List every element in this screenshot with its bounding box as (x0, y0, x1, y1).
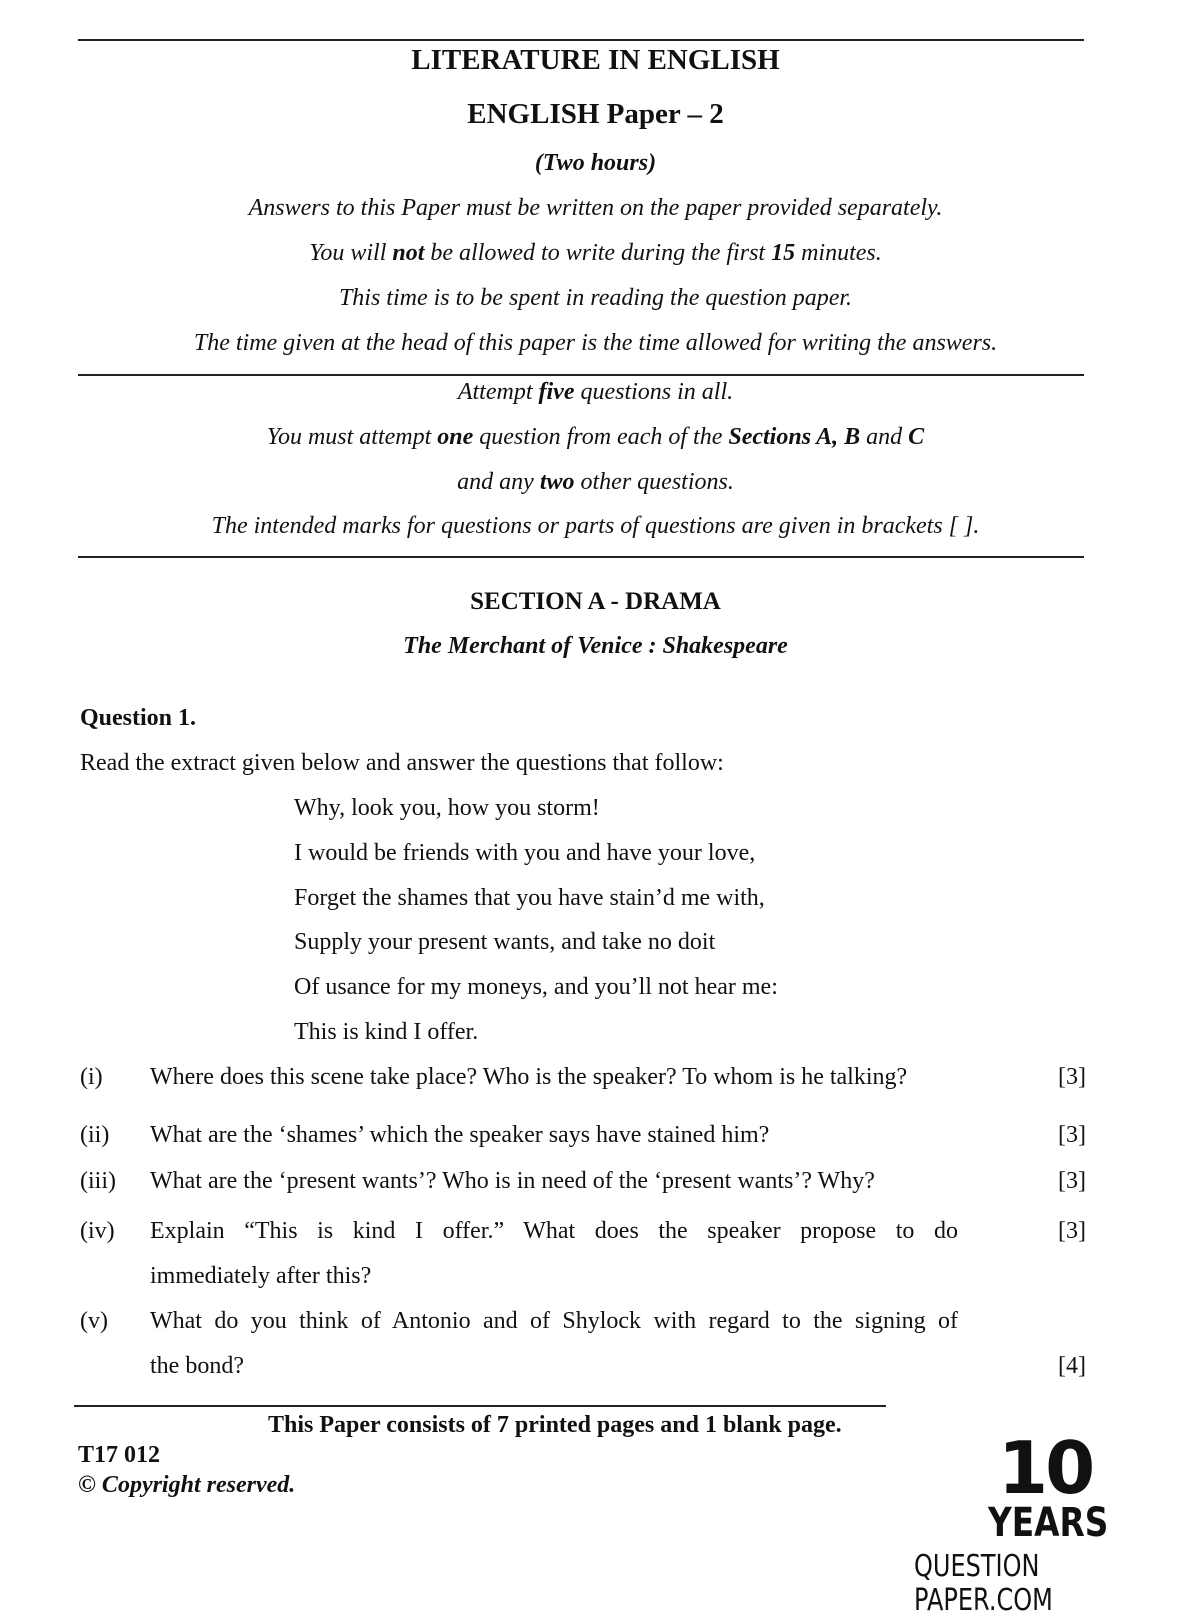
section-heading: SECTION A - DRAMA (470, 588, 721, 615)
extract-line: I would be friends with you and have your love, (294, 840, 756, 866)
attempt-text: and (860, 424, 909, 450)
attempt-line-1 (0, 379, 1191, 406)
top-rule (78, 39, 1084, 41)
instruction-line-1: Answers to this Paper must be written on the paper provided separately. (248, 195, 943, 221)
section-subheading: The Merchant of Venice : Shakespeare (403, 633, 788, 659)
attempt-text: question from each of the (473, 424, 729, 450)
attempt-rule (78, 556, 1084, 558)
instruction-text: be allowed to write during the first (424, 240, 772, 266)
attempt-text: questions in all. (574, 379, 734, 405)
instruction-emphasis: not (392, 240, 425, 266)
part-marks: [3] (1058, 1064, 1086, 1090)
paper-title: LITERATURE IN ENGLISH (411, 44, 780, 76)
attempt-text: and any (457, 469, 540, 495)
part-number: (ii) (80, 1122, 110, 1148)
extract-line: Supply your present wants, and take no doit (294, 929, 716, 955)
logo-number: 10 (998, 1426, 1093, 1510)
instruction-text: You will (309, 240, 393, 266)
attempt-emphasis: five (538, 379, 575, 405)
instructions-rule (78, 374, 1084, 376)
pages-note: This Paper consists of 7 printed pages and 1 blank page. (268, 1412, 842, 1438)
part-number: (iii) (80, 1168, 116, 1194)
part-text: What are the ‘shames’ which the speaker says have stained him? (150, 1122, 770, 1148)
part-marks: [3] (1058, 1122, 1086, 1148)
attempt-emphasis: two (539, 469, 575, 495)
copyright: © Copyright reserved. (78, 1472, 296, 1498)
part-text-continued: immediately after this? (150, 1263, 372, 1289)
logo-site: QUESTION PAPER.COM (914, 1549, 1053, 1618)
footer-rule (74, 1405, 886, 1407)
instruction-line-4: The time given at the head of this paper is the time allowed for writing the answers. (193, 330, 998, 356)
extract-line: Forget the shames that you have stain’d me with, (294, 885, 765, 911)
attempt-line-4: The intended marks for questions or parts of questions are given in brackets [ ]. (211, 513, 980, 539)
attempt-line-3 (0, 469, 1191, 496)
part-marks: [3] (1058, 1168, 1086, 1194)
attempt-emphasis: Sections A, B (728, 424, 861, 450)
part-number: (i) (80, 1064, 103, 1090)
instruction-line-2 (0, 240, 1191, 267)
instruction-emphasis: 15 (771, 240, 796, 266)
extract-line: This is kind I offer. (294, 1019, 479, 1045)
logo-years: YEARS (988, 1500, 1109, 1546)
part-text: What do you think of Antonio and of Shylock with regard to the signing of (150, 1308, 958, 1334)
part-marks: [3] (1058, 1218, 1086, 1244)
attempt-emphasis: one (437, 424, 474, 450)
instruction-line-3: This time is to be spent in reading the question paper. (338, 285, 853, 311)
attempt-text: Attempt (457, 379, 539, 405)
part-text: Explain “This is kind I offer.” What does the speaker propose to do (150, 1218, 958, 1244)
part-text-continued: the bond? (150, 1353, 244, 1379)
extract-line: Of usance for my moneys, and you’ll not hear me: (294, 974, 778, 1000)
part-number: (v) (80, 1308, 108, 1334)
attempt-line-2 (0, 424, 1191, 451)
duration: (Two hours) (534, 150, 657, 176)
attempt-text: other questions. (574, 469, 734, 495)
paper-code: T17 012 (78, 1442, 161, 1468)
question-title: Question 1. (80, 705, 197, 731)
part-marks: [4] (1058, 1353, 1086, 1379)
paper-subtitle: ENGLISH Paper – 2 (467, 98, 724, 130)
attempt-text: You must attempt (266, 424, 438, 450)
part-text: Where does this scene take place? Who is the speaker? To whom is he talking? (150, 1064, 908, 1090)
part-text: What are the ‘present wants’? Who is in need of the ‘present wants’? Why? (150, 1168, 875, 1194)
question-intro: Read the extract given below and answer the questions that follow: (80, 750, 724, 776)
extract-line: Why, look you, how you storm! (294, 795, 600, 821)
part-number: (iv) (80, 1218, 115, 1244)
instruction-text: minutes. (795, 240, 882, 266)
attempt-emphasis: C (908, 424, 925, 450)
